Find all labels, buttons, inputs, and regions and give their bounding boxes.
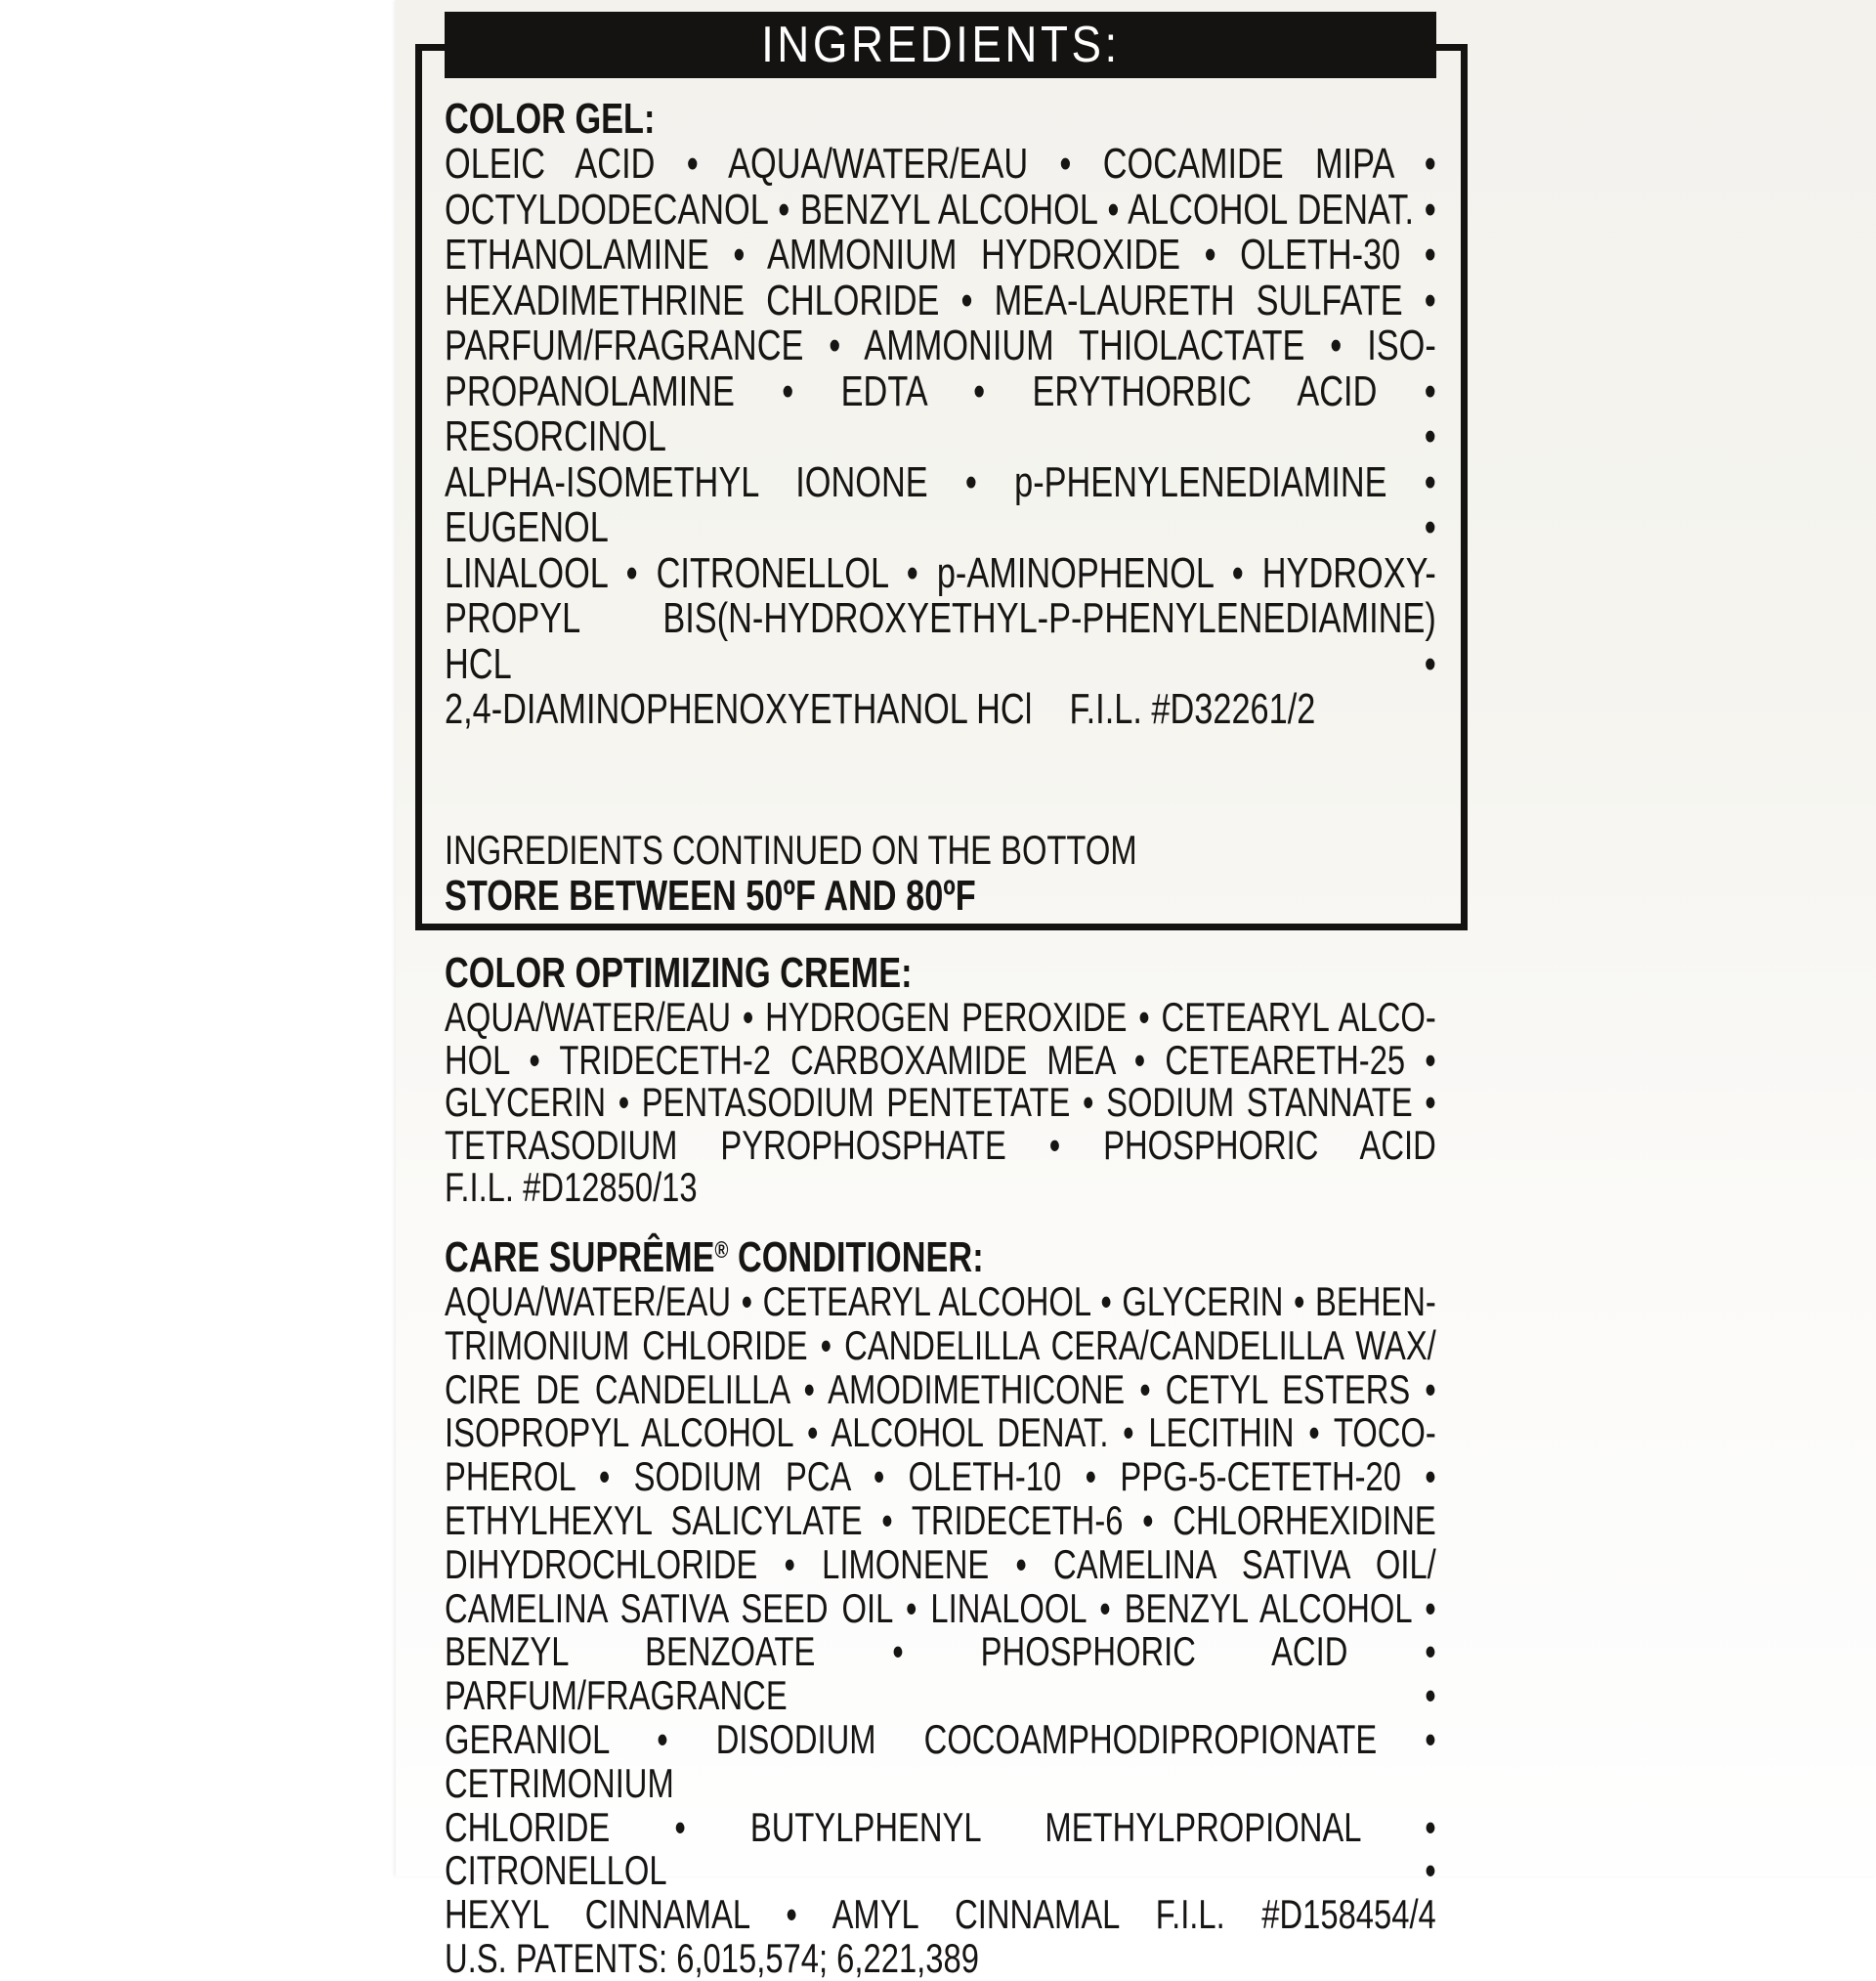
color-gel-ingredient-list bbox=[445, 142, 1436, 733]
box-footer-notes bbox=[445, 827, 1436, 919]
registered-trademark-symbol: ® bbox=[714, 1237, 729, 1264]
color-optimizing-creme-section bbox=[445, 950, 1436, 1209]
ingredient-line: HEXYL CINNAMAL • AMYL CINNAMAL F.I.L. #D158454/4 bbox=[445, 1891, 1436, 1938]
ingredient-line: ISOPROPYL ALCOHOL • ALCOHOL DENAT. • LECITHIN • TOCO- bbox=[445, 1409, 1436, 1456]
ingredient-line: CAMELINA SATIVA SEED OIL • LINALOOL • BENZYL ALCOHOL • bbox=[445, 1584, 1436, 1631]
heading-rest: CONDITIONER: bbox=[728, 1233, 984, 1281]
ingredient-line: CHLORIDE • BUTYLPHENYL METHYLPROPIONAL • CITRONELLOL • bbox=[445, 1803, 1436, 1894]
ingredient-line: OLEIC ACID • AQUA/WATER/EAU • COCAMIDE MIPA • bbox=[445, 140, 1436, 188]
ingredient-line: GERANIOL • DISODIUM COCOAMPHODIPROPIONATE • CETRIMONIUM bbox=[445, 1715, 1436, 1806]
care-supreme-conditioner-section bbox=[445, 1227, 1436, 1981]
ingredient-line: PARFUM/FRAGRANCE • AMMONIUM THIOLACTATE • ISO- bbox=[445, 322, 1436, 369]
ingredient-line: ALPHA-ISOMETHYL IONONE • p-PHENYLENEDIAMINE • EUGENOL • bbox=[445, 457, 1436, 551]
color-optimizing-creme-heading: COLOR OPTIMIZING CREME: bbox=[445, 949, 913, 997]
ingredient-line: ETHANOLAMINE • AMMONIUM HYDROXIDE • OLETH-30 • bbox=[445, 231, 1436, 279]
color-gel-heading: COLOR GEL: bbox=[445, 95, 656, 143]
storage-instruction: STORE BETWEEN 50ºF AND 80ºF bbox=[445, 872, 976, 920]
ingredient-line: DIHYDROCHLORIDE • LIMONENE • CAMELINA SATIVA OIL/ bbox=[445, 1540, 1436, 1587]
ingredient-line: OCTYLDODECANOL • BENZYL ALCOHOL • ALCOHOL DENAT. • bbox=[445, 185, 1436, 234]
ingredients-continued-note: INGREDIENTS CONTINUED ON THE BOTTOM bbox=[445, 827, 1137, 873]
ingredient-line: TRIMONIUM CHLORIDE • CANDELILLA CERA/CANDELILLA WAX/ bbox=[445, 1321, 1436, 1368]
brand-name: CARE SUPRÊME bbox=[445, 1233, 715, 1281]
color-gel-section bbox=[445, 96, 1436, 733]
ingredient-line: BENZYL BENZOATE • PHOSPHORIC ACID • PARFUM/FRAGRANCE • bbox=[445, 1628, 1436, 1719]
ingredient-line: PROPYL BIS(N-HYDROXYETHYL-P-PHENYLENEDIAMINE) HCL • bbox=[445, 594, 1436, 688]
care-supreme-conditioner-heading bbox=[445, 1227, 1436, 1280]
ingredient-line: PROPANOLAMINE • EDTA • ERYTHORBIC ACID • RESORCINOL • bbox=[445, 366, 1436, 460]
ingredient-line: F.I.L. #D12850/13 bbox=[445, 1164, 698, 1210]
ingredient-line: GLYCERIN • PENTASODIUM PENTETATE • SODIUM STANNATE • bbox=[445, 1079, 1436, 1125]
ingredient-line: ETHYLHEXYL SALICYLATE • TRIDECETH-6 • CHLORHEXIDINE bbox=[445, 1496, 1436, 1543]
ingredients-header-title: INGREDIENTS: bbox=[760, 17, 1121, 73]
ingredients-header-bar bbox=[445, 12, 1436, 78]
ingredient-line: TETRASODIUM PYROPHOSPHATE • PHOSPHORIC ACID bbox=[445, 1121, 1436, 1168]
ingredient-line: PHEROL • SODIUM PCA • OLETH-10 • PPG-5-CETETH-20 • bbox=[445, 1453, 1436, 1500]
ingredient-line: 2,4-DIAMINOPHENOXYETHANOL HCl F.I.L. #D32261/2 bbox=[445, 685, 1316, 733]
patents-line: U.S. PATENTS: 6,015,574; 6,221,389 bbox=[445, 1934, 979, 1981]
ingredient-line: LINALOOL • CITRONELLOL • p-AMINOPHENOL • HYDROXY- bbox=[445, 548, 1436, 597]
ingredient-line: AQUA/WATER/EAU • CETEARYL ALCOHOL • GLYCERIN • BEHEN- bbox=[445, 1278, 1436, 1324]
ingredient-line: HOL • TRIDECETH-2 CARBOXAMIDE MEA • CETEARETH-25 • bbox=[445, 1036, 1436, 1083]
creme-ingredient-list bbox=[445, 996, 1436, 1209]
ingredient-line: HEXADIMETHRINE CHLORIDE • MEA-LAURETH SULFATE • bbox=[445, 276, 1436, 324]
ingredient-line: AQUA/WATER/EAU • HYDROGEN PEROXIDE • CETEARYL ALCO- bbox=[445, 994, 1436, 1040]
conditioner-ingredient-list bbox=[445, 1280, 1436, 1937]
ingredient-line: CIRE DE CANDELILLA • AMODIMETHICONE • CETYL ESTERS • bbox=[445, 1365, 1436, 1412]
